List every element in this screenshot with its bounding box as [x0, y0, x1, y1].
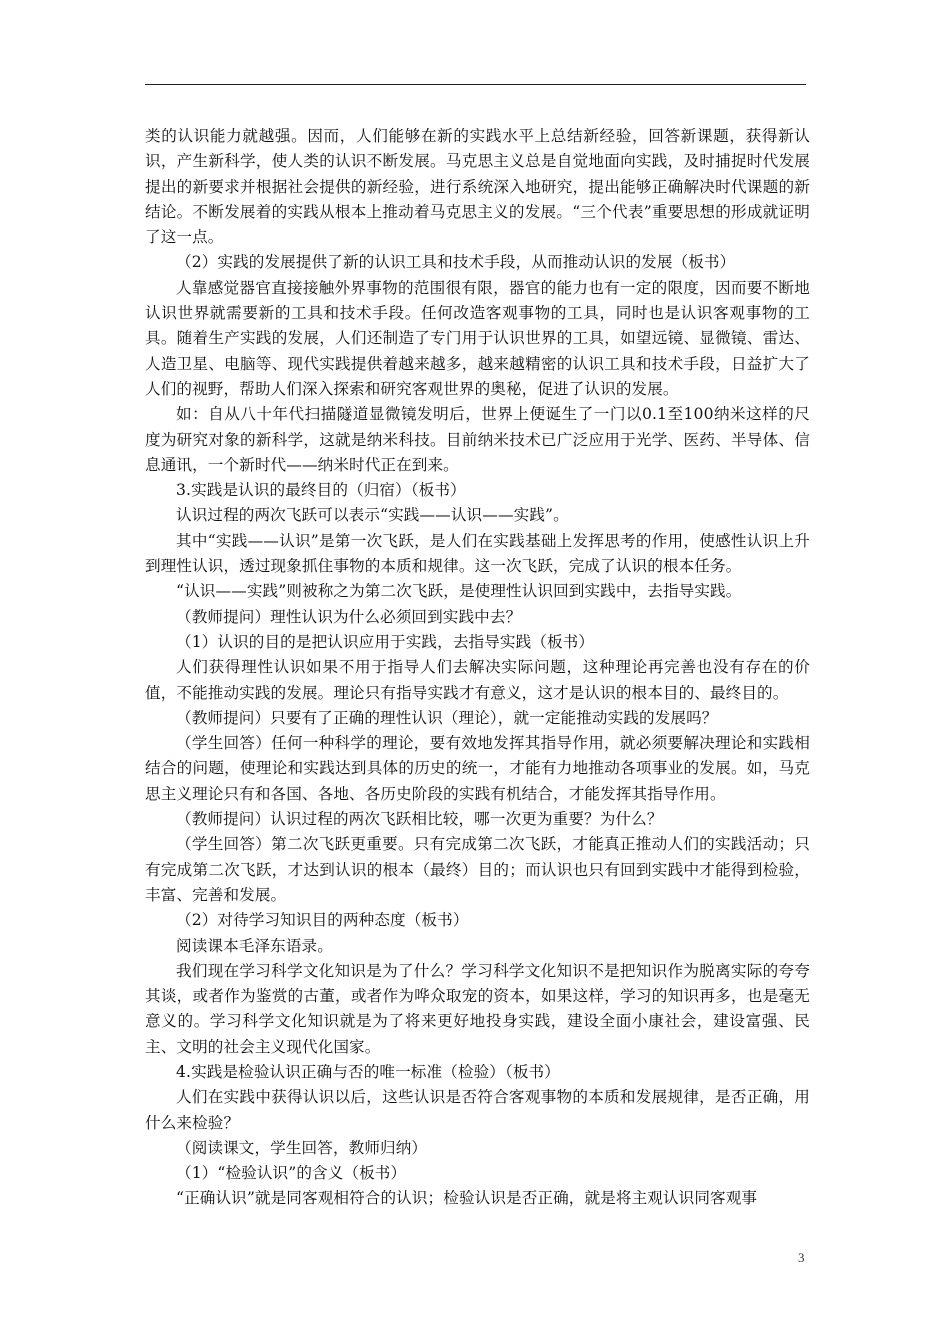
student-answer: （学生回答）第二次飞跃更重要。只有完成第二次飞跃，才能真正推动人们的实践活动；只有完成第二次飞跃，才达到认识的根本（最终）目的；而认识也只有回到实践中才能得到检验，丰富、完善和发展。	[145, 835, 810, 904]
paragraph: “认识——实践”则被称之为第二次飞跃，是使理性认识回到实践中，去指导实践。	[176, 582, 742, 601]
paragraph: （阅读课文，学生回答，教师归纳）	[176, 1138, 428, 1157]
paragraph: 其中“实践——认识”是第一次飞跃，是人们在实践基础上发挥思考的作用，使感性认识上升到理性认识，透过现象抓住事物的本质和规律。这一次飞跃，完成了认识的根本任务。	[145, 531, 810, 576]
paragraph: 人们在实践中获得认识以后，这些认识是否符合客观事物的本质和发展规律，是否正确，用什么来检验？	[145, 1088, 810, 1132]
paragraph: “正确认识”就是同客观相符合的认识；检验认识是否正确，就是将主观认识同客观事	[176, 1189, 758, 1208]
board-heading: （2）对待学习知识目的两种态度（板书）	[176, 911, 469, 930]
board-heading: （2）实践的发展提供了新的认识工具和技术手段，从而推动认识的发展（板书）	[176, 253, 736, 272]
paragraph: 人靠感觉器官直接接触外界事物的范围很有限，器官的能力也有一定的限度，因而要不断地认识世界就需要新的工具和技术手段。任何改造客观事物的工具，同时也是认识客观事物的工具。随着生产实践的发展，人们还制造了专门用于认识世界的工具，如望远镜、显微镜、雷达、人造卫星、电脑等、现代实践提供着越来越多，越来越精密的认识工具和技术手段，日益扩大了人们的视野，帮助人们深入探索和研究客观世界的奥秘，促进了认识的发展。	[145, 278, 810, 398]
paragraph: 阅读课本毛泽东语录。	[176, 936, 333, 955]
paragraph: 如：自从八十年代扫描隧道显微镜发明后，世界上便诞生了一门以0.1至100纳米这样的尺度为研究对象的新科学，这就是纳米科技。目前纳米技术已广泛应用于光学、医药、半导体、信息通讯，一个新时代——纳米时代正在到来。	[145, 405, 810, 474]
paragraph: 类的认识能力就越强。因而，人们能够在新的实践水平上总结新经验，回答新课题，获得新认识，产生新科学，使人类的认识不断发展。马克思主义总是自觉地面向实践，及时捕捉时代发展提出的新要求并根据社会提供的新经验，进行系统深入地研究，提出能够正确解决时代课题的新结论。不断发展着的实践从根本上推动着马克思主义的发展。“三个代表”重要思想的形成就证明了这一点。	[145, 127, 810, 247]
paragraph: 人们获得理性认识如果不用于指导人们去解决实际问题，这种理论再完善也没有存在的价值，不能推动实践的发展。理论只有指导实践才有意义，这才是认识的根本目的、最终目的。	[145, 658, 810, 702]
student-answer: （学生回答）任何一种科学的理论，要有效地发挥其指导作用，就必须要解决理论和实践相结合的问题，使理论和实践达到具体的历史的统一，才能有力地推动各项事业的发展。如，马克思主义理论只有和各国、各地、各历史阶段的实践有机结合，才能发挥其指导作用。	[145, 734, 810, 803]
header-rule	[145, 84, 806, 85]
teacher-question: （教师提问）理性认识为什么必须回到实践中去？	[176, 607, 522, 626]
paragraph: 我们现在学习科学文化知识是为了什么？学习科学文化知识不是把知识作为脱离实际的夸夸其谈，或者作为鉴赏的古董，或者作为哗众取宠的资本，如果这样，学习的知识再多，也是毫无意义的。学习科学文化知识就是为了将来更好地投身实践，建设全面小康社会，建设富强、民主、文明的社会主义现代化国家。	[145, 961, 810, 1056]
page-number: 3	[798, 1250, 805, 1265]
board-heading: （1）“检验认识”的含义（板书）	[176, 1164, 407, 1183]
document-body	[145, 124, 810, 1212]
teacher-question: （教师提问）认识过程的两次飞跃相比较，哪一次更为重要？为什么？	[176, 810, 663, 829]
paragraph: 认识过程的两次飞跃可以表示“实践——认识——实践”。	[176, 506, 569, 525]
section-heading: 3.实践是认识的最终目的（归宿）（板书）	[176, 481, 466, 500]
board-heading: （1）认识的目的是把认识应用于实践，去指导实践（板书）	[176, 632, 595, 651]
section-heading: 4.实践是检验认识正确与否的唯一标准（检验）（板书）	[176, 1062, 560, 1081]
teacher-question: （教师提问）只要有了正确的理性认识（理论），就一定能推动实践的发展吗？	[176, 708, 718, 727]
